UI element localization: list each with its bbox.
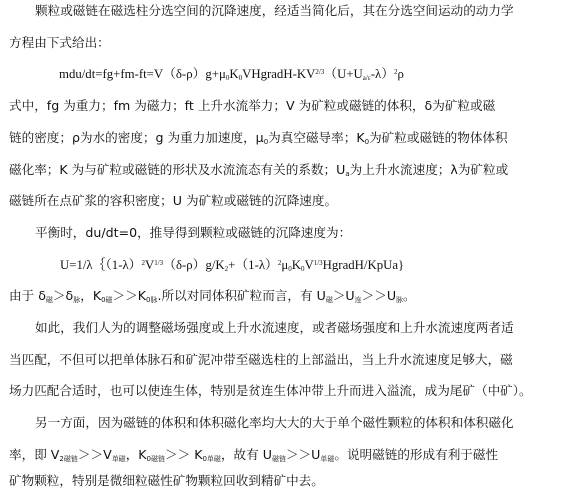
eq1-sub: 0 — [238, 74, 243, 82]
eq2-part: V — [304, 258, 314, 272]
p5-text: ＞＞U — [285, 447, 321, 462]
equation-settling-velocity — [60, 254, 404, 276]
eq1-sub: 0 — [225, 74, 230, 82]
paragraph-equilibrium: 平衡时，du/dt=0，推导得到颗粒或磁链的沉降速度为： — [35, 225, 352, 240]
eq2-sub: 2 — [224, 265, 229, 273]
defs-sub: 0 — [364, 138, 370, 146]
p3-sub: 脉 — [73, 296, 81, 304]
eq2-sup: 2 — [277, 259, 282, 267]
eq1-part: -λ） — [370, 67, 395, 81]
eq2-part: +（1-λ） — [228, 258, 278, 272]
p5-sub: 单磁 — [320, 455, 335, 463]
defs-sub: 0 — [263, 138, 269, 146]
p3-sub: 脉 — [396, 296, 404, 304]
paragraph-intro-line-1: 颗粒或磁链在磁选柱分选空间的沉降速度，经适当简化后，其在分选空间运动的动力学 — [35, 3, 514, 18]
paragraph-adjustment-line-3: 场力匹配合适时，也可以使连生体，特别是贫连生体冲带上升而进入溢流，成为尾矿（中矿）。 — [9, 383, 532, 398]
p5-sub: 2磁链 — [59, 455, 78, 463]
eq2-part: μ — [281, 258, 289, 272]
p3-text: ＞δ — [52, 288, 74, 303]
eq2-sup: 1/3 — [313, 259, 323, 267]
eq2-sub: 0 — [300, 265, 305, 273]
eq2-part: U=1/λ｛（1-λ） — [60, 258, 142, 272]
definitions-line-4: 磁链所在点矿浆的容积密度；U 为矿粒或磁链的沉降速度。 — [9, 193, 338, 208]
eq2-sup: 2 — [141, 259, 145, 267]
p3-text: 由于 δ — [9, 288, 46, 303]
definitions-line-3 — [9, 159, 508, 181]
p5-text: ，K — [125, 447, 147, 462]
p5-text: ＞＞ K — [165, 447, 203, 462]
p3-sub: 0脉 — [146, 296, 158, 304]
p3-text: ＞＞K — [112, 288, 146, 303]
p3-text: ，K — [80, 288, 102, 303]
eq1-part: （U+U — [324, 67, 363, 81]
p5-text: ＞＞V — [77, 447, 112, 462]
eq2-sup: 1/3 — [154, 259, 164, 267]
eq2-part: （δ-ρ）g/K — [163, 258, 225, 272]
p5-sub: 0单磁 — [202, 455, 221, 463]
eq1-part: ρ — [397, 67, 404, 81]
p3-sub: 磁 — [45, 296, 53, 304]
p5-text: 率，即 V — [9, 447, 60, 462]
p3-sub: 磁 — [325, 296, 333, 304]
eq2-part: V — [144, 258, 155, 272]
p3-text: 。 — [403, 288, 416, 303]
paragraph-magnetic-chain-line-3: 矿物颗粒，特别是微细粒磁性矿物颗粒回收到精矿中去。 — [9, 473, 324, 488]
p3-text: .所以对同体积矿粒而言，有 U — [157, 288, 326, 303]
eq2-part: K — [291, 258, 301, 272]
eq1-sup: 2/3 — [315, 68, 325, 76]
paragraph-magnetic-chain-line-1: 另一方面，因为磁链的体积和体积磁化率均大大的大于单个磁性颗粒的体积和体积磁化 — [35, 415, 514, 430]
p3-text: ＞＞U — [361, 288, 397, 303]
p3-sub: 0磁 — [101, 296, 113, 304]
eq1-part: mdu/dt=fg+fm-ft=V（δ-ρ）g+μ — [59, 67, 226, 81]
defs-sub: a — [345, 170, 350, 178]
p3-text: ＞U — [332, 288, 355, 303]
eq2-part: HgradH/KpUa} — [322, 258, 405, 272]
paragraph-magnetic-chain-line-2 — [9, 444, 498, 466]
p3-sub: 连 — [354, 296, 362, 304]
definitions-line-2 — [9, 127, 508, 149]
paragraph-adjustment-line-2: 当匹配，不但可以把单体脉石和矿泥冲带至磁选柱的上部溢出，当上升水流速度足够大，磁 — [9, 352, 513, 367]
definitions-line-1: 式中，fg 为重力；fm 为磁力；ft 上升水流举力；V 为矿粒或磁链的体积，δ为矿粒或磁 — [9, 98, 496, 113]
eq2-sub: 0 — [288, 265, 292, 273]
paragraph-intro-line-2: 方程由下式给出： — [9, 35, 110, 50]
defs-text: 为真空磁导率；K — [268, 130, 365, 145]
p5-sub: 单磁 — [111, 455, 126, 463]
p5-text: 。说明磁链的形成有利于磁性 — [334, 447, 499, 462]
defs-text: 为矿粒或磁链的物体体积 — [369, 130, 508, 145]
eq1-sub: a/ε — [362, 74, 371, 82]
eq1-part: K — [229, 67, 239, 81]
defs-text: 为上升水流速度；λ为矿粒或 — [349, 162, 509, 177]
defs-text: 链的密度；ρ为水的密度；g 为重力加速度，μ — [9, 130, 264, 145]
p5-text: ，故有 U — [220, 447, 272, 462]
eq1-sup: 2 — [394, 68, 398, 76]
p5-sub: 磁链 — [271, 455, 286, 463]
paragraph-adjustment-line-1: 如此，我们人为的调整磁场强度或上升水流速度，或者磁场强度和上升水流速度两者适 — [35, 320, 514, 335]
paragraph-comparison — [9, 285, 416, 307]
defs-text: 磁化率；K 为与矿粒或磁链的形状及水流流态有关的系数；U — [9, 162, 346, 177]
p5-sub: 0磁链 — [146, 455, 166, 463]
equation-motion — [59, 63, 404, 85]
eq1-part: VHgradH-KV — [242, 67, 316, 81]
